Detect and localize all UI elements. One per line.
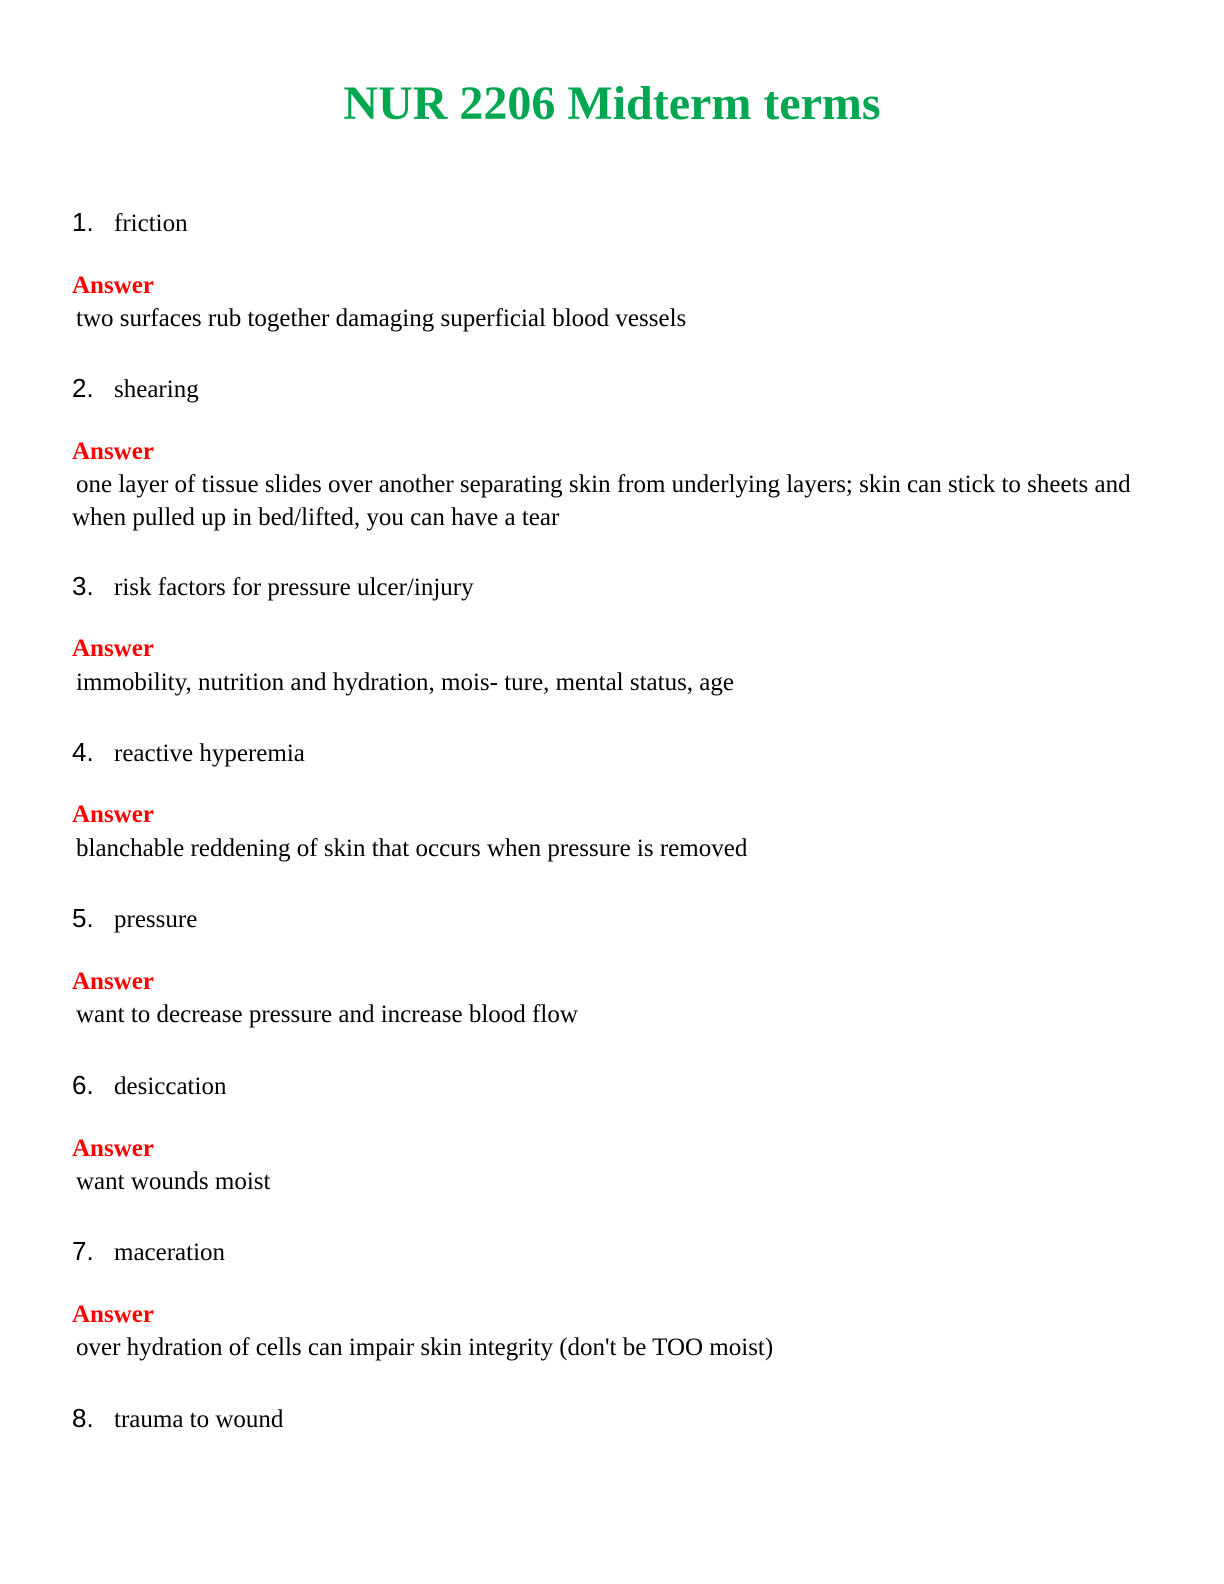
question-term: pressure — [114, 906, 198, 933]
page-title: NUR 2206 Midterm terms — [343, 77, 881, 130]
question-6 — [72, 1070, 1152, 1102]
question-number: 2. — [72, 373, 94, 403]
answer-text: two surfaces rub together damaging superficial blood vessels — [76, 305, 687, 332]
question-5 — [72, 903, 1152, 935]
question-number: 5. — [72, 903, 94, 933]
answer-text: one layer of tissue slides over another separating skin from underlying layers; skin can stick to sheets and when pulled up in bed/lifted, you can have a tear — [72, 471, 1131, 531]
question-number: 4. — [72, 737, 94, 767]
question-3 — [72, 571, 1152, 603]
answer-label: Answer — [72, 272, 154, 299]
question-1 — [72, 207, 1152, 239]
answer-text: immobility, nutrition and hydration, mois- ture, mental status, age — [76, 669, 734, 696]
answer-label: Answer — [72, 968, 154, 995]
question-term: maceration — [114, 1239, 226, 1266]
answer-label: Answer — [72, 635, 154, 662]
answer-text: want to decrease pressure and increase blood flow — [76, 1001, 578, 1028]
question-8 — [72, 1403, 1152, 1435]
question-number: 7. — [72, 1236, 94, 1266]
question-term: risk factors for pressure ulcer/injury — [114, 574, 474, 601]
answer-label: Answer — [72, 1301, 154, 1328]
question-term: friction — [114, 210, 188, 237]
question-2 — [72, 373, 1152, 405]
question-number: 3. — [72, 571, 94, 601]
answer-label: Answer — [72, 438, 154, 465]
question-term: desiccation — [114, 1073, 227, 1100]
question-term: trauma to wound — [114, 1406, 284, 1433]
question-number: 1. — [72, 207, 94, 237]
answer-label: Answer — [72, 801, 154, 828]
question-term: shearing — [114, 376, 199, 403]
question-number: 8. — [72, 1403, 94, 1433]
answer-label: Answer — [72, 1135, 154, 1162]
question-7 — [72, 1236, 1152, 1268]
answer-text: blanchable reddening of skin that occurs when pressure is removed — [76, 835, 748, 862]
answer-text: over hydration of cells can impair skin integrity (don't be TOO moist) — [76, 1334, 774, 1361]
answer-text: want wounds moist — [76, 1168, 271, 1195]
question-term: reactive hyperemia — [114, 740, 305, 767]
question-number: 6. — [72, 1070, 94, 1100]
question-4 — [72, 737, 1152, 769]
